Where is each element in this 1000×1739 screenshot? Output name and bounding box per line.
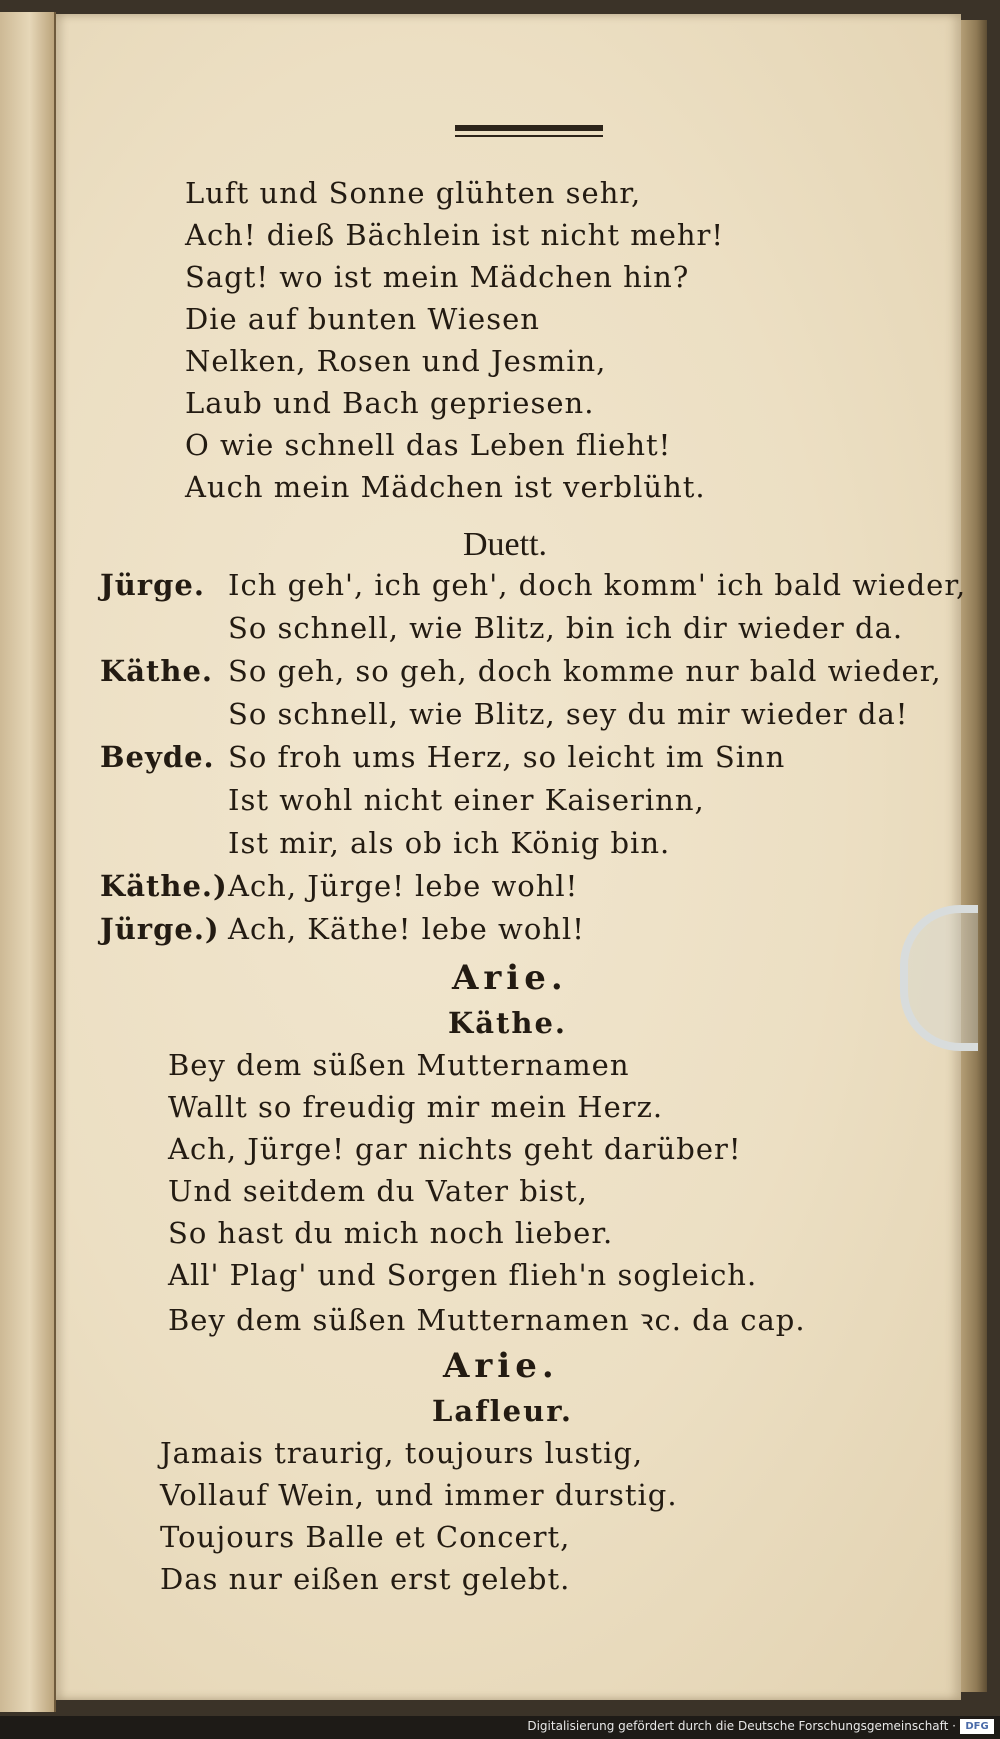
dialogue-line: [100, 869, 578, 903]
verse-line: Laub und Bach gepriesen.: [185, 386, 595, 420]
singer-name: Lafleur.: [432, 1394, 573, 1428]
dialogue-text: Ach, Jürge! lebe wohl!: [228, 869, 579, 903]
section-heading-arie: Arie.: [443, 1346, 559, 1386]
dialogue-text: So geh, so geh, doch komme nur bald wieder,: [228, 654, 942, 688]
verse-line: Toujours Balle et Concert,: [160, 1520, 571, 1554]
verse-line: Sagt! wo ist mein Mädchen hin?: [185, 260, 690, 294]
section-heading-arie: Arie.: [452, 958, 568, 998]
speaker-label: Käthe.: [100, 654, 214, 688]
verse-line: Bey dem süßen Mutternamen ꝛc. da cap.: [168, 1303, 806, 1337]
verse-line: Ach, Jürge! gar nichts geht darüber!: [168, 1132, 742, 1166]
verse-line: Und seitdem du Vater bist,: [168, 1174, 588, 1208]
verse-line: Nelken, Rosen und Jesmin,: [185, 344, 607, 378]
verse-line: Ach! dieß Bächlein ist nicht mehr!: [185, 218, 725, 252]
dfg-logo: DFG: [960, 1719, 994, 1734]
dialogue-line: Ist wohl nicht einer Kaiserinn,: [228, 783, 705, 817]
speaker-label: Jürge.: [100, 568, 205, 602]
speaker-label: Jürge.): [100, 912, 220, 946]
verse-line: Die auf bunten Wiesen: [185, 302, 540, 336]
dialogue-line: [100, 912, 585, 946]
verse-line: Das nur eißen erst gelebt.: [160, 1562, 571, 1596]
dialogue-line: [100, 740, 785, 774]
verse-line: Jamais traurig, toujours lustig,: [160, 1436, 644, 1470]
dialogue-text: Ach, Käthe! lebe wohl!: [228, 912, 585, 946]
facing-page-edge: [0, 12, 56, 1712]
top-double-rule: [455, 125, 603, 137]
page-block-edge: [961, 20, 987, 1692]
funding-credit: Digitalisierung gefördert durch die Deutsche Forschungsgemeinschaft ·: [527, 1719, 956, 1733]
verse-line: Wallt so freudig mir mein Herz.: [168, 1090, 664, 1124]
verse-line: So hast du mich noch lieber.: [168, 1216, 614, 1250]
dialogue-line: So schnell, wie Blitz, sey du mir wieder da!: [228, 697, 909, 731]
speaker-label: Käthe.): [100, 869, 228, 903]
dialogue-line: [100, 568, 966, 602]
section-heading-duett: Duett.: [463, 526, 548, 563]
singer-name: Käthe.: [448, 1006, 568, 1040]
speaker-label: Beyde.: [100, 740, 215, 774]
dialogue-line: So schnell, wie Blitz, bin ich dir wieder da.: [228, 611, 904, 645]
verse-line: O wie schnell das Leben flieht!: [185, 428, 672, 462]
verse-line: All' Plag' und Sorgen flieh'n sogleich.: [168, 1258, 758, 1292]
dialogue-line: [100, 654, 942, 688]
verse-line: Bey dem süßen Mutternamen: [168, 1048, 630, 1082]
dialogue-text: Ich geh', ich geh', doch komm' ich bald wieder,: [228, 568, 967, 602]
verse-line: Auch mein Mädchen ist verblüht.: [185, 470, 706, 504]
dialogue-text: So froh ums Herz, so leicht im Sinn: [228, 740, 786, 774]
dialogue-line: Ist mir, als ob ich König bin.: [228, 826, 671, 860]
verse-line: Luft und Sonne glühten sehr,: [185, 176, 642, 210]
verse-line: Vollauf Wein, und immer durstig.: [160, 1478, 678, 1512]
